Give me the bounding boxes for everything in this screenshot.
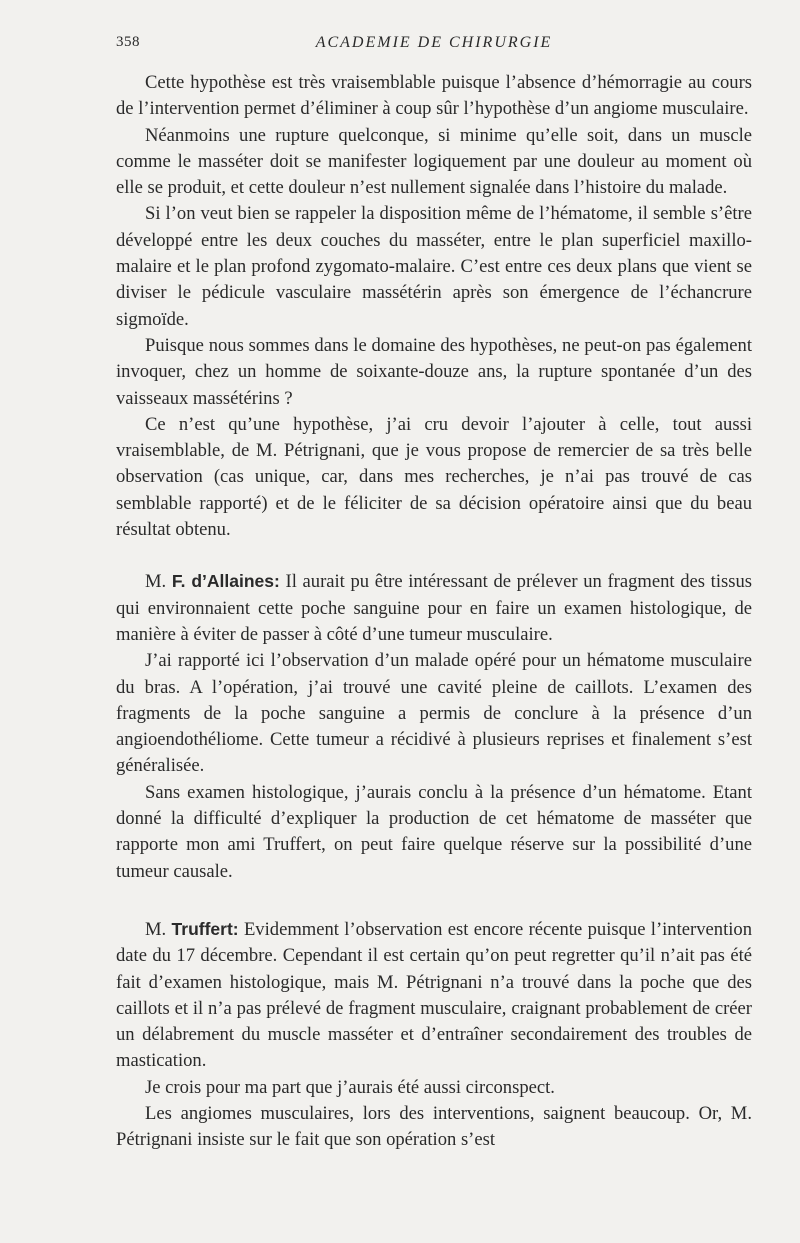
page-header <box>116 34 752 58</box>
paragraph: Cette hypothèse est très vraisemblable puisque l’absence d’hémorragie au cours de l’intervention permet d’éliminer à coup sûr l’hypothèse d’un angiome musculaire. <box>116 72 752 120</box>
paragraph: Néanmoins une rupture quelconque, si minime qu’elle soit, dans un muscle comme le masséter doit se manifester logiquement par une douleur au moment où elle se produit, et cette douleur n’est nullement signalée dans l’histoire du malade. <box>116 124 752 199</box>
paragraph: Si l’on veut bien se rappeler la disposition même de l’hématome, il semble s’être développé entre les deux couches du masséter, entre le plan superficiel maxillo-malaire et le plan profond zygomato-malaire. C’est entre ces deux plans que vient se diviser le pédicule vasculaire massétérin après son émergence de l’échancrure sigmoïde. <box>116 203 752 330</box>
page-body <box>116 70 752 1154</box>
intervention-text: Il aurait pu être intéressant de prélever un fragment des tissus qui environnaient cette poche sanguine pour en faire un examen histologique, de manière à éviter de passer à côté d’une tumeur musculaire. <box>116 571 753 645</box>
speaker-name: Truffert <box>171 918 233 939</box>
intervention-text: Evidemment l’observation est encore récente puisque l’intervention date du 17 décembre. Cependant il est certain qu’on peut regretter qu’il n’ait pas été fait d’examen histologique, mais M. Pétrignani n’a trouvé dans la poche que des caillots et il n’a pas prélevé de fragment musculaire, craignant probablement de créer un délabrement du muscle masséter et d’entraîner secondairement des troubles de mastication. <box>116 918 752 1072</box>
speaker-colon: : <box>232 918 239 939</box>
running-title: ACADEMIE DE CHIRURGIE <box>315 34 553 51</box>
paragraph: Ce n’est qu’une hypothèse, j’ai cru devoir l’ajouter à celle, tout aussi vraisemblable, de M. Pétrignani, que je vous propose de remercier de sa très belle observation (cas unique, car, dans mes recherches, je n’ai pas trouvé de cas semblable rapporté) et de le féliciter de sa décision opératoire ainsi que du beau résultat obtenu. <box>116 413 752 541</box>
intervention-allaines <box>116 568 752 648</box>
paragraph: Les angiomes musculaires, lors des interventions, saignent beaucoup. Or, M. Pétrignani insiste sur le fait que son opération s’est <box>116 1102 752 1151</box>
paragraph: Puisque nous sommes dans le domaine des hypothèses, ne peut-on pas également invoquer, chez un homme de soixante-douze ans, la rupture spontanée d’un des vaisseaux massétérins ? <box>116 334 752 409</box>
speaker-title: M. <box>145 571 167 593</box>
page-number: 358 <box>116 34 140 50</box>
paragraph: Sans examen histologique, j’aurais conclu à la présence d’un hématome. Etant donné la difficulté d’expliquer la production de cet hématome de masséter que rapporte mon ami Truffert, on peut faire quelque réserve sur la possibilité d’une tumeur causale. <box>116 781 752 882</box>
speaker-name: F. d’Allaines <box>171 571 275 592</box>
intervention-truffert <box>116 916 752 1075</box>
speaker-title: M. <box>145 918 167 940</box>
paragraph: J’ai rapporté ici l’observation d’un malade opéré pour un hématome musculaire du bras. A l’opération, j’ai trouvé une cavité pleine de caillots. L’examen des fragments de la poche sanguine a permis de conclure à la présence d’un angioendothéliome. Cette tumeur a récidivé à plusieurs reprises et finalement s’est généralisée. <box>116 650 752 777</box>
paragraph: Je crois pour ma part que j’aurais été aussi circonspect. <box>145 1076 555 1098</box>
speaker-colon: : <box>274 571 280 592</box>
